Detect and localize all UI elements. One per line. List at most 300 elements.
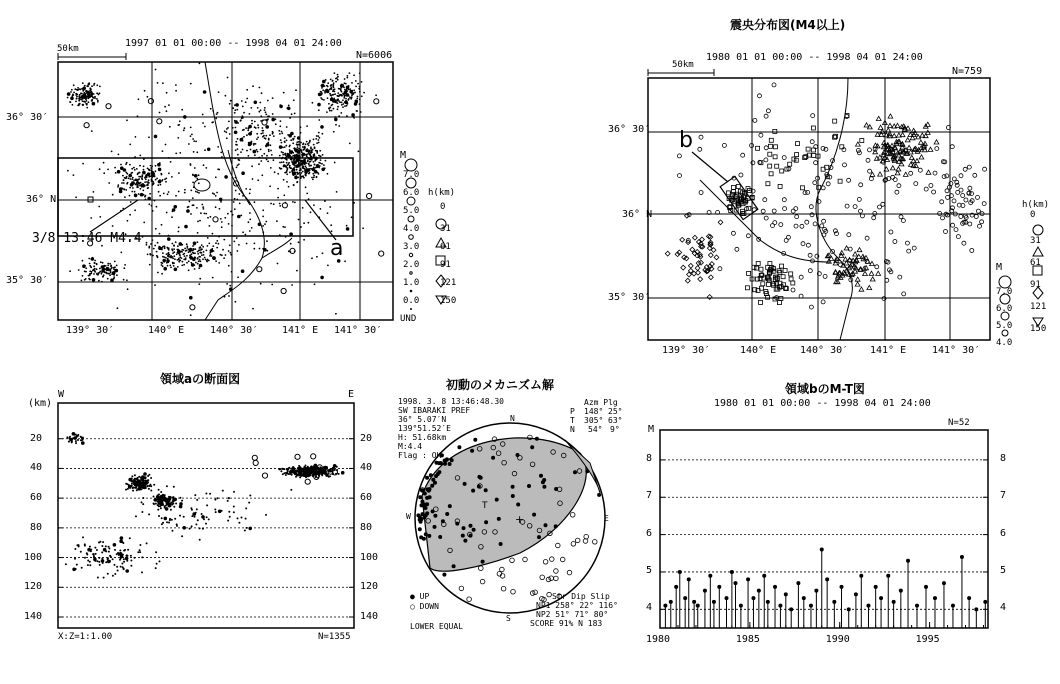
epicenter-square <box>788 162 792 166</box>
hypocenter-mark <box>99 541 101 543</box>
hypocenter-mark <box>161 517 163 519</box>
polarity-up <box>471 489 475 493</box>
epicenter-mark <box>294 157 296 159</box>
epicenter-mark <box>238 193 240 195</box>
epicenter-mark <box>327 173 329 175</box>
epicenter-mark <box>329 206 331 208</box>
mt-event-point <box>678 570 682 574</box>
epicenter-mark <box>82 87 86 91</box>
epicenter-mark <box>125 189 127 191</box>
hypocenter-mark <box>139 551 141 553</box>
epicenter-mark <box>86 103 88 105</box>
epicenter-mark <box>333 84 335 86</box>
epicenter-circle <box>811 114 815 118</box>
hypocenter-mark <box>123 558 125 560</box>
hypocenter-mark <box>77 439 79 441</box>
epicenter-mark <box>262 225 264 227</box>
epicenter-mark <box>96 268 98 270</box>
epicenter-circle <box>718 267 722 271</box>
epicenter-mark <box>179 152 181 154</box>
epicenter-mark <box>159 195 161 197</box>
hypocenter-mark <box>147 485 149 487</box>
epicenter-mark <box>158 168 160 170</box>
epicenter-mark <box>177 259 179 261</box>
map-b-title: 震央分布図(M4以上) <box>730 18 846 32</box>
hypocenter-mark <box>302 474 304 476</box>
map-b-depth-legend-label: 0 <box>1030 210 1036 220</box>
epicenter-mark <box>260 115 262 117</box>
epicenter-mark <box>144 181 146 183</box>
epicenter-mark <box>149 264 151 266</box>
epicenter-circle <box>956 190 960 194</box>
epicenter-mark <box>117 186 119 188</box>
epicenter-mark <box>106 267 108 269</box>
epicenter-mark <box>90 266 92 268</box>
epicenter-square <box>789 272 793 276</box>
mt-event-point <box>683 596 687 600</box>
epicenter-mark <box>224 217 226 219</box>
epicenter-mark <box>333 87 335 89</box>
mt-event-point <box>924 585 928 589</box>
hypocenter-mark <box>119 559 121 561</box>
epicenter-mark <box>253 248 255 250</box>
epicenter-mark <box>303 239 305 241</box>
hypocenter-mark <box>89 546 91 548</box>
epicenter-mark <box>341 95 343 97</box>
epicenter-mark <box>284 226 286 228</box>
epicenter-mark <box>265 135 267 137</box>
epicenter-mark <box>245 127 247 129</box>
hypocenter-mark <box>105 545 107 547</box>
epicenter-mark <box>88 275 90 277</box>
epicenter-mark <box>202 206 204 208</box>
hypocenter-mark <box>205 493 207 495</box>
epicenter-mark <box>334 162 336 164</box>
epicenter-mark <box>229 133 231 135</box>
epicenter-circle <box>978 224 982 228</box>
epicenter-mark <box>192 245 194 247</box>
epicenter-mark <box>113 268 115 270</box>
epicenter-mark <box>182 261 184 263</box>
epicenter-mark <box>337 98 339 100</box>
epicenter-mark <box>310 211 312 213</box>
epicenter-mark <box>94 96 96 98</box>
epicenter-mark <box>225 254 227 256</box>
epicenter-mark <box>88 258 90 260</box>
hypocenter-mark <box>305 476 307 478</box>
epicenter-mark <box>122 175 124 177</box>
mechanism-title: 初動のメカニズム解 <box>446 378 555 392</box>
epicenter-square <box>806 147 810 151</box>
polarity-up <box>495 498 499 502</box>
mechanism-np1: NP1 258° 22° 116° <box>536 601 618 610</box>
epicenter-mark <box>232 127 234 129</box>
map-a-mag-legend-label: 1.0 <box>403 278 420 288</box>
hypocenter-mark <box>116 566 118 568</box>
epicenter-square <box>756 146 760 150</box>
epicenter-mark <box>337 95 339 97</box>
epicenter-mark <box>240 151 242 153</box>
epicenter-circle <box>976 195 980 199</box>
region-pointer <box>692 152 728 182</box>
epicenter-circle <box>773 221 777 225</box>
epicenter-mark <box>260 283 262 285</box>
epicenter-mark <box>268 150 270 152</box>
hypocenter-mark <box>290 489 292 491</box>
epicenter-mark <box>327 212 329 214</box>
epicenter-triangle <box>919 155 924 159</box>
epicenter-mark <box>197 263 199 265</box>
epicenter-mark <box>190 190 192 192</box>
epicenter-diamond <box>677 250 682 255</box>
epicenter-mark <box>170 256 172 258</box>
epicenter-mark <box>123 168 127 172</box>
epicenter-mark <box>252 308 254 310</box>
epicenter-circle <box>945 189 949 193</box>
polarity-up <box>542 485 546 489</box>
epicenter-mark <box>162 82 164 84</box>
epicenter-square <box>768 144 772 148</box>
epicenter-mark <box>99 92 101 94</box>
epicenter-mark <box>245 188 247 190</box>
hypocenter-mark <box>153 503 155 505</box>
hypocenter-mark <box>114 549 116 551</box>
epicenter-mark <box>195 262 197 264</box>
epicenter-mark <box>151 205 153 207</box>
epicenter-mark <box>198 256 200 258</box>
epicenter-mark <box>138 178 140 180</box>
epicenter-mark <box>260 133 262 135</box>
mt-event-point <box>789 607 793 611</box>
epicenter-mark <box>277 263 279 265</box>
epicenter-mark <box>351 82 353 84</box>
hypocenter-mark <box>159 505 161 507</box>
epicenter-mark <box>337 79 339 81</box>
epicenter-mark <box>107 169 109 171</box>
epicenter-mark <box>288 163 290 165</box>
epicenter-circle <box>857 197 861 201</box>
epicenter-triangle <box>888 114 893 118</box>
epicenter-mark <box>331 110 333 112</box>
epicenter-mark <box>204 213 206 215</box>
epicenter-mark <box>85 267 87 269</box>
hypocenter-mark <box>168 505 170 507</box>
epicenter-mark <box>271 284 273 286</box>
epicenter-mark <box>178 258 180 260</box>
epicenter-mark <box>110 269 112 271</box>
epicenter-mark <box>283 179 285 181</box>
epicenter-square <box>795 153 799 157</box>
epicenter-mark <box>231 225 233 227</box>
epicenter-mark <box>290 132 294 136</box>
epicenter-mark <box>134 156 136 158</box>
map-a-mag-legend-label: 6.0 <box>403 188 420 198</box>
epicenter-circle <box>784 238 788 242</box>
hypocenter-mark <box>155 551 157 553</box>
hypocenter-mark <box>148 513 150 515</box>
epicenter-mark <box>237 122 239 124</box>
epicenter-circle <box>963 167 967 171</box>
epicenter-square <box>768 164 772 168</box>
epicenter-mark <box>194 268 196 270</box>
epicenter-circle <box>753 118 757 122</box>
epicenter-mark <box>295 149 297 151</box>
epicenter-square <box>838 179 842 183</box>
map-b-lon-label: 139° 30′ <box>662 345 711 356</box>
epicenter-mark <box>168 249 170 251</box>
epicenter-mark <box>98 206 100 208</box>
epicenter-mark <box>262 231 264 233</box>
epicenter-mark <box>85 278 87 280</box>
epicenter-mark <box>83 92 85 94</box>
epicenter-mark <box>87 85 89 87</box>
epicenter-mark <box>202 114 204 116</box>
epicenter-mark <box>267 161 269 163</box>
epicenter-mark <box>133 179 135 181</box>
hypocenter-mark <box>112 558 114 560</box>
epicenter-mark <box>89 273 91 275</box>
epicenter-mark <box>207 148 211 152</box>
hypocenter-mark <box>290 471 292 473</box>
epicenter-mark <box>292 201 294 203</box>
polarity-up <box>418 515 422 519</box>
epicenter-mark <box>236 237 238 239</box>
hypocenter-mark <box>86 554 88 556</box>
epicenter-mark <box>257 107 259 109</box>
hypocenter-mark <box>196 499 198 501</box>
hypocenter-mark <box>127 488 129 490</box>
map-a <box>58 53 393 320</box>
epicenter-mark <box>323 164 325 166</box>
epicenter-mark <box>167 258 169 260</box>
epicenter-mark <box>303 222 305 224</box>
epicenter-mark <box>316 256 318 258</box>
epicenter-mark <box>308 163 310 165</box>
polarity-up <box>433 514 437 518</box>
hypocenter-mark <box>296 474 298 476</box>
epicenter-mark <box>129 214 131 216</box>
hypocenter-mark <box>93 558 97 562</box>
epicenter-mark <box>294 147 296 149</box>
epicenter-mark <box>197 258 199 260</box>
epicenter-mark <box>215 118 217 120</box>
epicenter-mark <box>305 143 307 145</box>
epicenter-mark <box>290 243 292 245</box>
mt-event-point <box>746 577 750 581</box>
hypocenter-mark <box>161 504 163 506</box>
epicenter-square <box>811 126 815 130</box>
epicenter-mark <box>131 191 133 193</box>
epicenter-circle <box>739 173 743 177</box>
hypocenter-mark <box>206 516 208 518</box>
epicenter-mark <box>197 221 199 223</box>
polarity-up <box>421 512 425 516</box>
map-b-lon-label: 141° E <box>870 345 907 356</box>
hypocenter-mark <box>222 490 224 492</box>
mt-event-point <box>696 604 700 608</box>
epicenter-mark <box>207 245 209 247</box>
epicenter-mark <box>359 86 361 88</box>
epicenter-mark <box>296 143 298 145</box>
epicenter-mark <box>152 210 154 212</box>
epicenter-mark <box>185 257 187 259</box>
epicenter-mark <box>161 224 163 226</box>
epicenter-mark <box>200 212 202 214</box>
epicenter-mark <box>283 161 285 163</box>
epicenter-mark <box>186 255 188 257</box>
epicenter-triangle <box>853 252 858 256</box>
epicenter-diamond <box>688 263 693 268</box>
mechanism-axis-name: N <box>570 425 575 434</box>
epicenter-mark <box>212 233 214 235</box>
mt-event-point <box>708 574 712 578</box>
hypocenter-mark <box>299 476 301 478</box>
epicenter-mark <box>178 231 180 233</box>
epicenter-mark <box>98 272 100 274</box>
epicenter-mark <box>301 172 303 174</box>
epicenter-mark <box>313 144 315 146</box>
hypocenter-mark <box>288 467 290 469</box>
epicenter-mark <box>81 93 83 95</box>
epicenter-square <box>791 281 795 285</box>
hypocenter-mark <box>146 542 148 544</box>
epicenter-mark <box>300 226 302 228</box>
epicenter-mark <box>73 174 75 176</box>
epicenter-mark <box>213 193 215 195</box>
map-a-mag-legend-title: M <box>400 150 407 161</box>
epicenter-mark <box>186 245 188 247</box>
depth-symbol-circle <box>1033 225 1043 235</box>
hypocenter-mark <box>82 439 84 441</box>
epicenter-triangle <box>855 282 860 286</box>
hypocenter-mark <box>131 483 133 485</box>
hypocenter-mark-large <box>262 473 267 478</box>
epicenter-mark <box>298 154 300 156</box>
epicenter-mark <box>327 97 329 99</box>
epicenter-circle <box>826 182 830 186</box>
epicenter-mark <box>281 168 283 170</box>
epicenter-mark <box>129 178 131 180</box>
epicenter-mark <box>94 260 96 262</box>
epicenter-mark <box>262 127 264 129</box>
epicenter-mark <box>113 276 115 278</box>
hypocenter-mark <box>168 499 170 501</box>
epicenter-mark <box>220 152 222 154</box>
section-a-tick-label: 20 <box>30 432 43 444</box>
epicenter-mark <box>212 110 214 112</box>
epicenter-mark <box>167 253 169 255</box>
epicenter-mark <box>290 158 292 160</box>
polarity-up <box>422 504 426 508</box>
hypocenter-mark <box>168 522 170 524</box>
epicenter-mark <box>171 216 173 218</box>
epicenter-circle <box>967 165 971 169</box>
mechanism-info-line: 1998. 3. 8 13:46:48.30 <box>398 397 504 406</box>
epicenter-mark <box>218 243 220 245</box>
mt-period: 1980 01 01 00:00 -- 1998 04 01 24:00 <box>714 398 931 409</box>
epicenter-mark <box>284 146 286 148</box>
epicenter-mark <box>296 169 298 171</box>
epicenter-mark <box>192 204 194 206</box>
mt-event-point <box>960 555 964 559</box>
epicenter-mark <box>121 188 123 190</box>
epicenter-mark <box>190 135 192 137</box>
mt-event-point <box>906 559 910 563</box>
epicenter-mark <box>340 88 342 90</box>
epicenter-circle <box>859 183 863 187</box>
hypocenter-mark <box>107 557 109 559</box>
hypocenter-mark <box>107 573 109 575</box>
epicenter-mark <box>82 97 84 99</box>
hypocenter-mark <box>143 472 147 476</box>
epicenter-mark <box>296 141 298 143</box>
epicenter-mark <box>301 176 303 178</box>
epicenter-mark <box>236 199 238 201</box>
map-a-lon-label: 140° E <box>148 325 185 336</box>
epicenter-mark <box>192 174 194 176</box>
epicenter-mark <box>334 118 338 122</box>
hypocenter-mark <box>134 484 136 486</box>
mt-event-point <box>766 600 770 604</box>
epicenter-mark <box>337 108 339 110</box>
epicenter-mark <box>317 103 321 107</box>
epicenter-triangle <box>888 123 893 127</box>
hypocenter-mark <box>73 434 75 436</box>
epicenter-circle <box>810 140 814 144</box>
section-a-tick-label: 20 <box>360 432 373 444</box>
mt-event-point <box>967 596 971 600</box>
epicenter-mark <box>260 160 262 162</box>
epicenter-mark <box>296 270 298 272</box>
epicenter-mark <box>216 247 218 249</box>
epicenter-mark <box>301 150 303 152</box>
epicenter-mark <box>107 265 109 267</box>
epicenter-mark <box>78 269 80 271</box>
epicenter-mark <box>157 163 161 167</box>
epicenter-mark <box>237 215 241 219</box>
epicenter-mark <box>186 262 188 264</box>
epicenter-mark <box>249 113 251 115</box>
epicenter-circle <box>806 190 810 194</box>
epicenter-mark <box>191 134 193 136</box>
map-a-lat-label: 36° N <box>26 194 57 205</box>
epicenter-mark <box>265 111 267 113</box>
hypocenter-mark <box>194 516 196 518</box>
epicenter-mark <box>129 187 131 189</box>
epicenter-mark <box>91 100 93 102</box>
epicenter-mark <box>136 185 138 187</box>
epicenter-mark <box>143 165 145 167</box>
epicenter-square <box>766 182 770 186</box>
epicenter-mark <box>327 82 329 84</box>
polarity-up <box>444 459 448 463</box>
epicenter-mark <box>343 86 345 88</box>
epicenter-mark <box>138 193 140 195</box>
epicenter-mark <box>261 92 263 94</box>
epicenter-mark <box>326 111 328 113</box>
epicenter-mark <box>242 106 244 108</box>
epicenter-mark <box>221 156 223 158</box>
epicenter-mark <box>334 72 336 74</box>
epicenter-diamond <box>696 270 701 275</box>
epicenter-mark <box>351 93 353 95</box>
epicenter-circle <box>821 186 825 190</box>
legend-up-label: UP <box>419 592 430 601</box>
epicenter-mark <box>105 269 107 271</box>
hypocenter-mark <box>119 552 123 556</box>
epicenter-mark <box>267 100 269 102</box>
epicenter-mark <box>107 278 109 280</box>
